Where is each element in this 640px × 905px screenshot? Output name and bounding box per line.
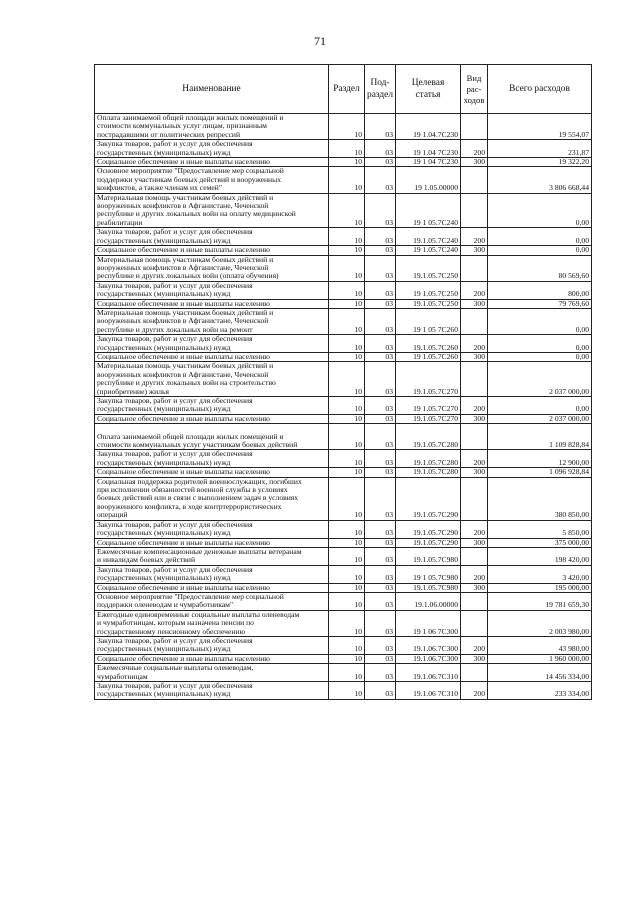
row-section-cell: 10 (329, 468, 365, 477)
row-section-cell: 10 (329, 255, 365, 281)
row-section-cell: 10 (329, 565, 365, 583)
table-row (95, 255, 592, 281)
row-section-cell: 10 (329, 636, 365, 654)
row-section-cell: 10 (329, 114, 365, 140)
row-subsection-cell: 03 (365, 335, 396, 353)
table-row (95, 682, 592, 700)
row-name-cell: Основное мероприятие "Предоставление мер социальной поддержки участникам боевых действий и вооруженных конфликтов, а также членам их семей" (95, 167, 329, 193)
row-amount-cell: 0,00 (488, 335, 592, 353)
row-type-cell: 200 (461, 140, 488, 158)
row-target-cell: 19 1.04 7С230 (396, 140, 461, 158)
row-subsection-cell: 03 (365, 352, 396, 361)
row-name-cell: Закупка товаров, работ и услуг для обеспечения государственных (муниципальных) нужд (95, 335, 329, 353)
row-type-cell: 300 (461, 654, 488, 663)
row-section-cell: 10 (329, 610, 365, 636)
row-target-cell: 19.1.05.7С290 (396, 520, 461, 538)
row-type-cell (461, 547, 488, 565)
row-target-cell: 19.1.05.7С270 (396, 362, 461, 397)
row-section-cell: 10 (329, 424, 365, 450)
row-amount-cell: 375 000,00 (488, 538, 592, 547)
row-amount-cell: 1 960 000,00 (488, 654, 592, 663)
row-section-cell: 10 (329, 583, 365, 592)
row-amount-cell: 0,00 (488, 193, 592, 228)
row-section-cell: 10 (329, 193, 365, 228)
row-type-cell (461, 167, 488, 193)
row-section-cell: 10 (329, 547, 365, 565)
header-section: Раздел (329, 65, 365, 114)
row-target-cell: 19 1.04.7С230 (396, 114, 461, 140)
row-type-cell: 300 (461, 468, 488, 477)
row-subsection-cell: 03 (365, 414, 396, 423)
row-subsection-cell: 03 (365, 450, 396, 468)
row-target-cell: 19.1.06.7С310 (396, 664, 461, 682)
row-type-cell (461, 592, 488, 610)
row-name-cell: Закупка товаров, работ и услуг для обеспечения государственных (муниципальных) нужд (95, 682, 329, 700)
row-subsection-cell: 03 (365, 477, 396, 520)
row-subsection-cell: 03 (365, 654, 396, 663)
row-target-cell: 19.1.06 7С310 (396, 682, 461, 700)
row-name-cell: Основное мероприятие "Предоставление мер социальной поддержки олеиеводам и чумработникам" (95, 592, 329, 610)
row-amount-cell: 1 109 828,84 (488, 424, 592, 450)
row-section-cell: 10 (329, 158, 365, 167)
table-row (95, 450, 592, 468)
table-row (95, 228, 592, 246)
row-section-cell: 10 (329, 362, 365, 397)
row-name-cell: Социальное обеспечение и иные выплаты населению (95, 352, 329, 361)
row-target-cell: 19.1.05.7С280 (396, 450, 461, 468)
row-subsection-cell: 03 (365, 636, 396, 654)
row-type-cell: 300 (461, 414, 488, 423)
row-section-cell: 10 (329, 246, 365, 255)
row-amount-cell: 19 554,07 (488, 114, 592, 140)
budget-table (94, 64, 592, 700)
row-subsection-cell: 03 (365, 246, 396, 255)
row-amount-cell: 2 037 000,00 (488, 362, 592, 397)
table-row (95, 362, 592, 397)
row-name-cell: Закупка товаров, работ и услуг для обеспечения государственных (муниципальных) нужд (95, 397, 329, 415)
row-target-cell: 19.1.06.7С300 (396, 654, 461, 663)
row-type-cell (461, 664, 488, 682)
row-name-cell: Закупка товаров, работ и услуг для обеспечения государственных (муниципальных) нужд (95, 281, 329, 299)
table-row (95, 538, 592, 547)
row-amount-cell: 80 569,60 (488, 255, 592, 281)
row-type-cell: 200 (461, 228, 488, 246)
row-target-cell: 19.1.05.7С260 (396, 335, 461, 353)
row-subsection-cell: 03 (365, 682, 396, 700)
row-section-cell: 10 (329, 450, 365, 468)
row-name-cell: Закупка товаров, работ и услуг для обеспечения государственных (муниципальных) нужд (95, 636, 329, 654)
row-type-cell: 300 (461, 246, 488, 255)
row-amount-cell: 14 456 334,00 (488, 664, 592, 682)
row-target-cell: 19 1.05.7С260 (396, 352, 461, 361)
row-name-cell: Ежегодные единовременные социальные выплаты оленеводам и чумработницам, которым назначена пенсии по государственному пенсионному обеспечению (95, 610, 329, 636)
row-section-cell: 10 (329, 682, 365, 700)
row-amount-cell: 0,00 (488, 397, 592, 415)
row-amount-cell: 231,87 (488, 140, 592, 158)
row-subsection-cell: 03 (365, 592, 396, 610)
row-target-cell: 19 1 04 7С230 (396, 158, 461, 167)
table-row (95, 468, 592, 477)
row-target-cell: 19.1.05.7С250 (396, 299, 461, 308)
row-amount-cell: 0,00 (488, 352, 592, 361)
row-target-cell: 19.1.06.00000 (396, 592, 461, 610)
row-target-cell: 19 1.05.7С250 (396, 281, 461, 299)
row-amount-cell: 5 850,00 (488, 520, 592, 538)
table-row (95, 246, 592, 255)
header-total: Всего расходов (488, 65, 592, 114)
table-row (95, 592, 592, 610)
row-target-cell: 19.1.05.7С980 (396, 583, 461, 592)
header-name: Наименование (95, 65, 329, 114)
row-amount-cell: 12 900,00 (488, 450, 592, 468)
table-row (95, 424, 592, 450)
row-type-cell (461, 362, 488, 397)
row-amount-cell: 3 420,00 (488, 565, 592, 583)
row-type-cell: 200 (461, 636, 488, 654)
table-row (95, 520, 592, 538)
table-row (95, 547, 592, 565)
row-type-cell (461, 477, 488, 520)
row-target-cell: 19 1 05 7С260 (396, 308, 461, 334)
row-subsection-cell: 03 (365, 520, 396, 538)
row-type-cell: 200 (461, 450, 488, 468)
row-name-cell: Оплата занимаемой общей площади жилых помещений и стоимости коммунальных услуг лицам, признанным пострадавшими от политических репрессий (95, 114, 329, 140)
row-target-cell: 19.1.05.7С280 (396, 468, 461, 477)
row-name-cell: Материальная помощь участникам боевых действий и вооруженных конфликтов в Афганистане, Чеченской республике и других локальных войн на оплату медицинской реабилитации (95, 193, 329, 228)
row-section-cell: 10 (329, 592, 365, 610)
row-type-cell: 300 (461, 352, 488, 361)
row-subsection-cell: 03 (365, 538, 396, 547)
row-section-cell: 10 (329, 299, 365, 308)
row-name-cell: Материальная помощь участникам боевых действий и вооруженных конфликтов в Афганистане, Чеченской республике и других локальных войн (оплата обучения) (95, 255, 329, 281)
row-name-cell: Ежемесячные компенсационные денежные выплаты ветеранам и инвалидам боевых действий (95, 547, 329, 565)
row-amount-cell: 0,00 (488, 308, 592, 334)
table-row (95, 193, 592, 228)
row-name-cell: Материальная помощь участникам боевых действий и вооруженных конфликтов в Афганистане, Чеченской республике и других локальных войн на строительство (приобретение) жилья (95, 362, 329, 397)
table-row (95, 114, 592, 140)
row-amount-cell: 19 781 659,30 (488, 592, 592, 610)
row-amount-cell: 79 769,60 (488, 299, 592, 308)
row-type-cell: 200 (461, 281, 488, 299)
row-subsection-cell: 03 (365, 167, 396, 193)
row-amount-cell: 1 096 928,84 (488, 468, 592, 477)
row-section-cell: 10 (329, 520, 365, 538)
header-row (95, 65, 592, 114)
row-section-cell: 10 (329, 228, 365, 246)
table-row (95, 636, 592, 654)
page-number: 71 (314, 34, 326, 48)
row-subsection-cell: 03 (365, 583, 396, 592)
row-subsection-cell: 03 (365, 308, 396, 334)
row-amount-cell: 43 980,00 (488, 636, 592, 654)
row-target-cell: 19.1.05.7С290 (396, 477, 461, 520)
row-name-cell: Ежемесячные социальные выплаты оленеводам, чумработницам (95, 664, 329, 682)
row-target-cell: 19 1 05.7С240 (396, 193, 461, 228)
row-amount-cell: 195 000,00 (488, 583, 592, 592)
row-name-cell: Социальное обеспечение и иные выплаты населению (95, 414, 329, 423)
row-subsection-cell: 03 (365, 255, 396, 281)
row-section-cell: 10 (329, 140, 365, 158)
row-type-cell: 200 (461, 397, 488, 415)
row-subsection-cell: 03 (365, 468, 396, 477)
row-target-cell: 19.1.05.7С270 (396, 414, 461, 423)
row-subsection-cell: 03 (365, 114, 396, 140)
row-target-cell: 19.1.06.7С300 (396, 636, 461, 654)
row-name-cell: Социальное обеспечение и иные выплаты населению (95, 468, 329, 477)
row-type-cell: 200 (461, 682, 488, 700)
header-target: Целевая статья (396, 65, 461, 114)
row-subsection-cell: 03 (365, 547, 396, 565)
table-row (95, 308, 592, 334)
row-type-cell: 300 (461, 583, 488, 592)
row-amount-cell: 2 037 000,00 (488, 414, 592, 423)
row-subsection-cell: 03 (365, 281, 396, 299)
row-type-cell: 300 (461, 538, 488, 547)
row-name-cell: Социальное обеспечение и иные выплаты населению (95, 654, 329, 663)
row-name-cell: Социальное обеспечение и иные выплаты населению (95, 583, 329, 592)
header-subsection: Под- раздел (365, 65, 396, 114)
header-type: Вид рас- ходов (461, 65, 488, 114)
table-row (95, 565, 592, 583)
row-section-cell: 10 (329, 352, 365, 361)
row-section-cell: 10 (329, 414, 365, 423)
row-name-cell: Закупка товаров, работ и услуг для обеспечения государственных (муниципальных) нужд (95, 140, 329, 158)
row-amount-cell: 233 334,00 (488, 682, 592, 700)
table-row (95, 281, 592, 299)
row-type-cell: 200 (461, 335, 488, 353)
row-name-cell: Закупка товаров, работ и услуг для обеспечения государственных (муниципальных) нужд (95, 565, 329, 583)
row-section-cell: 10 (329, 654, 365, 663)
row-section-cell: 10 (329, 281, 365, 299)
table-row (95, 167, 592, 193)
row-amount-cell: 198 420,00 (488, 547, 592, 565)
row-name-cell: Материальная помощь участникам боевых действий и вооруженных конфликтов в Афганистане, Чеченской республике и других локальных войн на ремонт (95, 308, 329, 334)
table-row (95, 414, 592, 423)
row-type-cell (461, 610, 488, 636)
row-target-cell: 19 1.05.00000 (396, 167, 461, 193)
table-row (95, 610, 592, 636)
row-section-cell: 10 (329, 477, 365, 520)
row-name-cell: Оплата занимаемой общей площади жилых помещений и стоимости коммунальных услуг участникам боевых действий (95, 424, 329, 450)
row-amount-cell: 2 003 980,00 (488, 610, 592, 636)
table-row (95, 397, 592, 415)
row-type-cell (461, 193, 488, 228)
row-name-cell: Социальное обеспечение и иные выплаты населению (95, 158, 329, 167)
row-target-cell: 19 1.05.7С270 (396, 397, 461, 415)
row-target-cell: 19 1 06 7С300 (396, 610, 461, 636)
row-target-cell: 19 1.05.7С240 (396, 246, 461, 255)
row-subsection-cell: 03 (365, 228, 396, 246)
row-target-cell: 19.1.05.7С240 (396, 228, 461, 246)
row-subsection-cell: 03 (365, 299, 396, 308)
row-name-cell: Закупка товаров, работ и услуг для обеспечения государственных (муниципальных) нужд (95, 228, 329, 246)
row-name-cell: Социальное обеспечение и иные выплаты населению (95, 538, 329, 547)
table-row (95, 140, 592, 158)
row-subsection-cell: 03 (365, 362, 396, 397)
table-row (95, 477, 592, 520)
row-type-cell: 300 (461, 299, 488, 308)
row-type-cell (461, 255, 488, 281)
row-name-cell: Социальное обеспечение и иные выплаты населению (95, 299, 329, 308)
row-section-cell: 10 (329, 167, 365, 193)
row-type-cell (461, 114, 488, 140)
row-type-cell (461, 308, 488, 334)
row-amount-cell: 380 850,00 (488, 477, 592, 520)
row-target-cell: 19 1 05.7С980 (396, 565, 461, 583)
row-subsection-cell: 03 (365, 158, 396, 167)
row-subsection-cell: 03 (365, 140, 396, 158)
table-row (95, 664, 592, 682)
row-target-cell: 19.1.05.7С250 (396, 255, 461, 281)
row-type-cell (461, 424, 488, 450)
row-target-cell: 19.1.05.7С290 (396, 538, 461, 547)
row-section-cell: 10 (329, 538, 365, 547)
row-type-cell: 200 (461, 520, 488, 538)
row-amount-cell: 0,00 (488, 246, 592, 255)
row-amount-cell: 19 322,20 (488, 158, 592, 167)
row-section-cell: 10 (329, 397, 365, 415)
row-subsection-cell: 03 (365, 664, 396, 682)
row-name-cell: Закупка товаров, работ и услуг для обеспечения государственных (муниципальных) нужд (95, 450, 329, 468)
row-name-cell: Социальная поддержка родителей военнослужащих, погибших при исполнении обязанностей военной службы в условиях боевых действий или в связи с выполнением задач в условиях вооруженного конфликта, в ходе контртеррористических операций (95, 477, 329, 520)
row-amount-cell: 3 806 668,44 (488, 167, 592, 193)
row-type-cell: 200 (461, 565, 488, 583)
table-row (95, 335, 592, 353)
row-subsection-cell: 03 (365, 397, 396, 415)
row-name-cell: Закупка товаров, работ и услуг для обеспечения государственных (муниципальных) нужд (95, 520, 329, 538)
row-subsection-cell: 03 (365, 424, 396, 450)
row-target-cell: 19.1.05.7С280 (396, 424, 461, 450)
row-subsection-cell: 03 (365, 193, 396, 228)
row-section-cell: 10 (329, 308, 365, 334)
row-subsection-cell: 03 (365, 610, 396, 636)
row-amount-cell: 0,00 (488, 228, 592, 246)
row-target-cell: 19.1.05.7С980 (396, 547, 461, 565)
row-subsection-cell: 03 (365, 565, 396, 583)
row-type-cell: 300 (461, 158, 488, 167)
row-section-cell: 10 (329, 335, 365, 353)
row-section-cell: 10 (329, 664, 365, 682)
row-amount-cell: 800,00 (488, 281, 592, 299)
row-name-cell: Социальное обеспечение и иные выплаты населению (95, 246, 329, 255)
